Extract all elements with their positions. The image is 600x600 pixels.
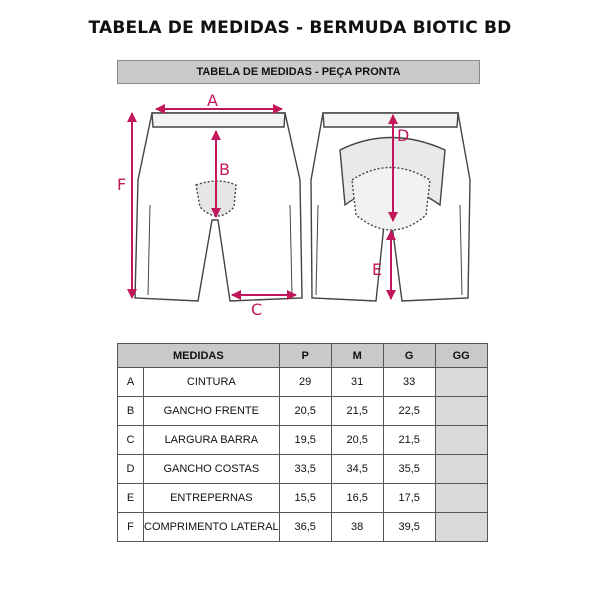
table-header-row (118, 344, 488, 368)
row-letter: A (118, 368, 144, 397)
cell-gg (435, 426, 487, 455)
front-shorts-drawing (135, 113, 302, 301)
table-row (118, 368, 488, 397)
subtitle-bar: TABELA DE MEDIDAS - PEÇA PRONTA (117, 60, 480, 84)
cell-p: 36,5 (279, 513, 331, 542)
cell-m: 34,5 (331, 455, 383, 484)
cell-gg (435, 484, 487, 513)
row-name: GANCHO FRENTE (144, 397, 280, 426)
col-header-medidas: MEDIDAS (118, 344, 280, 368)
label-a: A (207, 91, 218, 110)
label-b: B (219, 160, 230, 179)
row-name: ENTREPERNAS (144, 484, 280, 513)
row-name: CINTURA (144, 368, 280, 397)
row-letter: F (118, 513, 144, 542)
cell-g: 35,5 (383, 455, 435, 484)
measurements-table (117, 343, 488, 542)
label-d: D (397, 126, 410, 145)
cell-gg (435, 397, 487, 426)
cell-m: 38 (331, 513, 383, 542)
cell-p: 33,5 (279, 455, 331, 484)
table-row (118, 455, 488, 484)
shorts-diagram (0, 85, 600, 330)
cell-p: 19,5 (279, 426, 331, 455)
page-title: TABELA DE MEDIDAS - BERMUDA BIOTIC BD (88, 18, 512, 38)
label-e: E (372, 260, 383, 279)
cell-gg (435, 455, 487, 484)
label-f: F (117, 175, 127, 194)
cell-m: 21,5 (331, 397, 383, 426)
label-c: C (251, 300, 263, 319)
row-letter: E (118, 484, 144, 513)
cell-m: 16,5 (331, 484, 383, 513)
row-letter: D (118, 455, 144, 484)
cell-g: 33 (383, 368, 435, 397)
cell-p: 20,5 (279, 397, 331, 426)
col-header-g: G (383, 344, 435, 368)
cell-gg (435, 368, 487, 397)
col-header-m: M (331, 344, 383, 368)
cell-gg (435, 513, 487, 542)
col-header-gg: GG (435, 344, 487, 368)
cell-m: 31 (331, 368, 383, 397)
row-letter: C (118, 426, 144, 455)
cell-g: 39,5 (383, 513, 435, 542)
table-row (118, 426, 488, 455)
row-letter: B (118, 397, 144, 426)
cell-g: 22,5 (383, 397, 435, 426)
row-name: COMPRIMENTO LATERAL (144, 513, 280, 542)
col-header-p: P (279, 344, 331, 368)
row-name: GANCHO COSTAS (144, 455, 280, 484)
cell-p: 15,5 (279, 484, 331, 513)
cell-g: 17,5 (383, 484, 435, 513)
cell-g: 21,5 (383, 426, 435, 455)
cell-m: 20,5 (331, 426, 383, 455)
table-row (118, 513, 488, 542)
table-row (118, 484, 488, 513)
table-row (118, 397, 488, 426)
row-name: LARGURA BARRA (144, 426, 280, 455)
cell-p: 29 (279, 368, 331, 397)
